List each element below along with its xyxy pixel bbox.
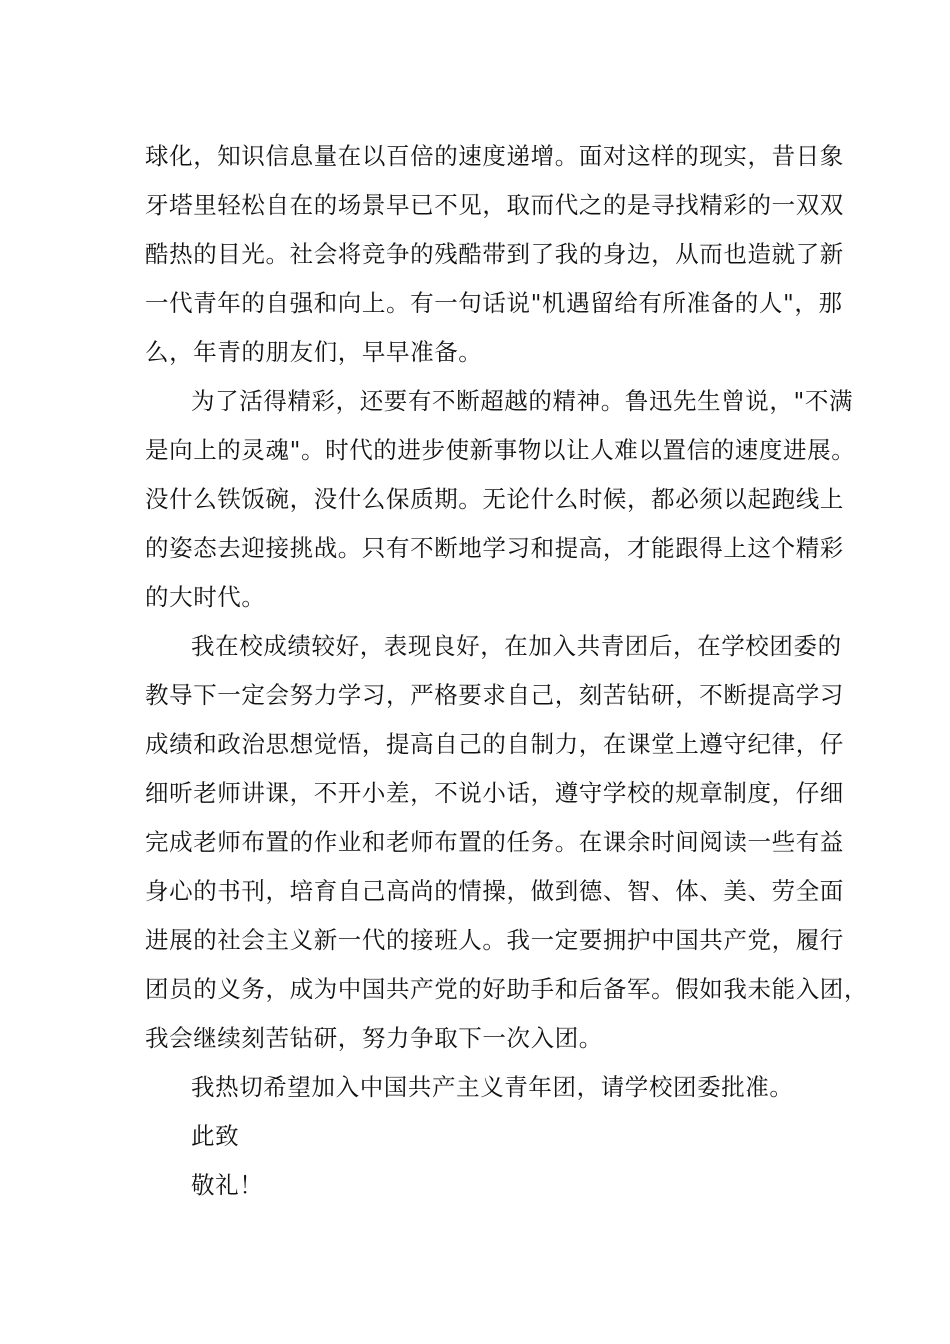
document-body: [145, 132, 868, 1210]
paragraph-line: 我热切希望加入中国共产主义青年团，请学校团委批准。: [191, 1073, 794, 1101]
paragraph-3: [145, 622, 868, 1063]
paragraph-line: 进展的社会主义新一代的接班人。我一定要拥护中国共产党，履行: [145, 926, 844, 954]
closing-regards: [145, 1161, 825, 1210]
paragraph-line: 一代青年的自强和向上。有一句话说"机遇留给有所准备的人"，那: [145, 289, 843, 317]
paragraph-line: 身心的书刊，培育自己高尚的情操，做到德、智、体、美、劳全面: [145, 877, 844, 905]
paragraph-line: 么，年青的朋友们，早早准备。: [145, 338, 483, 366]
paragraph-4: [145, 1063, 825, 1112]
paragraph-line: 教导下一定会努力学习，严格要求自己，刻苦钻研，不断提高学习: [145, 681, 844, 709]
paragraph-line: 我在校成绩较好，表现良好，在加入共青团后，在学校团委的: [191, 632, 842, 660]
paragraph-line: 的姿态去迎接挑战。只有不断地学习和提高，才能跟得上这个精彩: [145, 534, 844, 562]
paragraph-line: 我会继续刻苦钻研，努力争取下一次入团。: [145, 1024, 603, 1052]
paragraph-line: 的大时代。: [145, 583, 266, 611]
closing-salutation: [145, 1112, 825, 1161]
paragraph-line: 为了活得精彩，还要有不断超越的精神。鲁迅先生曾说，"不满: [191, 387, 854, 415]
paragraph-line: 牙塔里轻松自在的场景早已不见，取而代之的是寻找精彩的一双双: [145, 191, 844, 219]
paragraph-line: 成绩和政治思想觉悟，提高自己的自制力，在课堂上遵守纪律，仔: [145, 730, 844, 758]
paragraph-line: 酷热的目光。社会将竞争的残酷带到了我的身边，从而也造就了新: [145, 240, 844, 268]
closing-line: 敬礼！: [191, 1171, 264, 1199]
paragraph-line: 球化，知识信息量在以百倍的速度递增。面对这样的现实，昔日象: [145, 142, 844, 170]
paragraph-line: 完成老师布置的作业和老师布置的任务。在课余时间阅读一些有益: [145, 828, 844, 856]
paragraph-line: 没什么铁饭碗，没什么保质期。无论什么时候，都必须以起跑线上: [145, 485, 844, 513]
paragraph-2: [145, 377, 856, 622]
paragraph-line: 是向上的灵魂"。时代的进步使新事物以让人难以置信的速度进展。: [145, 436, 856, 464]
closing-line: 此致: [191, 1122, 240, 1150]
paragraph-line: 细听老师讲课，不开小差，不说小话，遵守学校的规章制度，仔细: [145, 779, 844, 807]
paragraph-line: 团员的义务，成为中国共产党的好助手和后备军。假如我未能入团，: [145, 975, 868, 1003]
paragraph-1: [145, 132, 844, 377]
